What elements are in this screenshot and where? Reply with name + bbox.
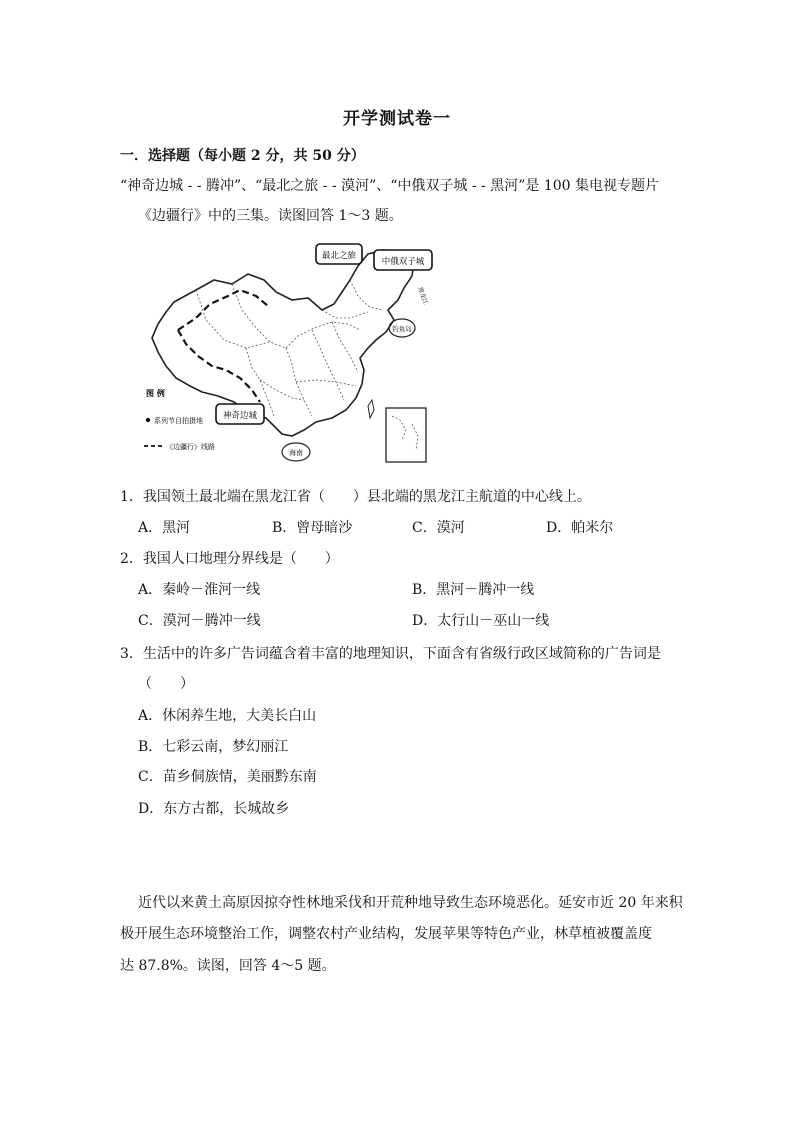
q2-option-b: B．黑河－腾冲一线 (412, 582, 535, 598)
intro-line-2: 《边疆行》中的三集。读图回答 1～3 题。 (138, 208, 403, 224)
china-outline (152, 250, 414, 436)
north-trip-label: 最北之旅 (321, 251, 357, 261)
river-label: 黑龙江 (416, 286, 429, 306)
legend-title: 图 例 (146, 389, 165, 398)
q1-option-d: D．帕米尔 (546, 520, 614, 536)
island-ne-label: 钓鱼岛 (392, 325, 412, 333)
q1-option-a: A．黑河 (138, 520, 191, 536)
taiwan-island (368, 400, 374, 418)
q3-option-d: D．东方古都，长城故乡 (138, 801, 290, 817)
q3-option-c: C．苗乡侗族情，美丽黔东南 (138, 769, 317, 785)
q1-option-b: B．曾母暗沙 (272, 520, 353, 536)
q1-option-c: C．漠河 (412, 520, 465, 536)
section-heading: 一．选择题（每小题 2 分，共 50 分） (120, 148, 365, 164)
q3-option-a: A．休闲养生地，大美长白山 (138, 708, 317, 724)
page-title: 开学测试卷一 (343, 109, 451, 129)
question-2-stem: 2．我国人口地理分界线是（ ） (120, 551, 339, 567)
passage-2-line-1: 近代以来黄土高原因掠夺性林地采伐和开荒种地导致生态环境恶化。延安市近 20 年来积 (138, 895, 683, 911)
question-3-stem-2: （ ） (138, 676, 194, 692)
border-city-label: 神奇边城 (222, 411, 258, 421)
route-line (178, 290, 268, 402)
twin-city-label: 中俄双子城 (381, 257, 425, 267)
question-3-stem: 3．生活中的许多广告词蕴含着丰富的地理知识，下面含有省级行政区域简称的广告词是 (120, 646, 661, 662)
hainan-label: 海南 (289, 449, 303, 457)
q2-option-c: C．漠河－腾冲一线 (138, 613, 261, 629)
intro-line-1: “神奇边城 - - 腾冲”、“最北之旅 - - 漠河”、“中俄双子城 - - 黑河”是 100 集电视专题片 (120, 178, 659, 194)
province-borders (196, 280, 382, 416)
china-map-figure (136, 240, 448, 470)
question-1-stem: 1．我国领土最北端在黑龙江省（ ）县北端的黑龙江主航道的中心线上。 (120, 489, 591, 505)
china-map (136, 240, 448, 470)
q3-option-b: B．七彩云南，梦幻丽江 (138, 739, 289, 755)
legend-item-2: 《边疆行》线路 (166, 443, 215, 451)
legend-dot-icon (146, 418, 150, 422)
passage-2-line-3: 达 87.8%。读图，回答 4～5 题。 (120, 958, 336, 974)
q2-option-d: D．太行山－巫山一线 (412, 613, 550, 629)
legend-item-1: 系列节目拍摄地 (154, 417, 203, 425)
passage-2-line-2: 极开展生态环境整治工作，调整农村产业结构，发展苹果等特色产业，林草植被覆盖度 (120, 926, 652, 942)
q2-option-a: A．秦岭－淮河一线 (138, 582, 261, 598)
